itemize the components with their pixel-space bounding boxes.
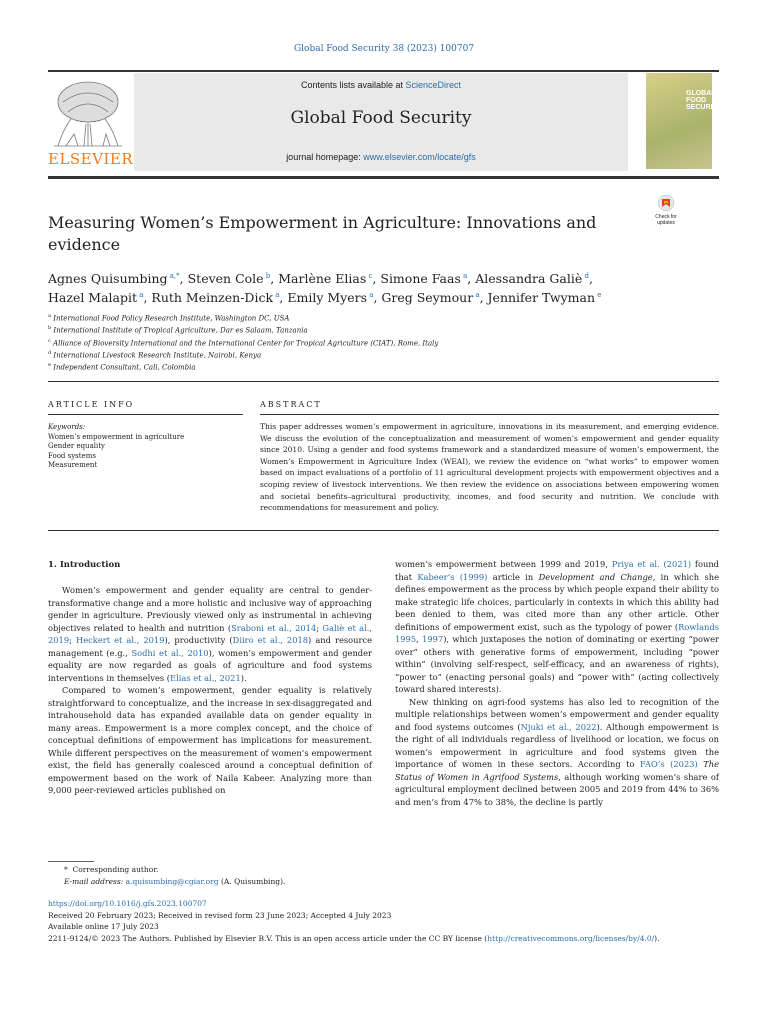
citation-link[interactable]: Galiè et al., 2019: [48, 622, 373, 645]
author-affiliation-marker[interactable]: d: [582, 272, 589, 280]
citation-link[interactable]: 1997: [422, 634, 444, 644]
citation-link[interactable]: Sraboni et al., 2014: [231, 622, 317, 633]
footnotes: [48, 864, 668, 888]
keyword-item: Measurement: [48, 461, 98, 469]
contents-prefix: Contents lists available at: [300, 80, 406, 90]
footnote-rule: [48, 861, 94, 862]
keywords-list: [48, 433, 243, 471]
masthead-rule: [48, 176, 719, 179]
contents-line: [134, 80, 628, 90]
author-name[interactable]: Greg Seymour: [381, 290, 474, 306]
available-online: Available online 17 July 2023: [48, 922, 159, 931]
keywords-block: [48, 423, 243, 471]
keywords-label: Keywords:: [48, 423, 86, 431]
article-info-rule: [48, 414, 243, 415]
body-column-right: [395, 558, 719, 808]
author-affiliation-marker[interactable]: a: [367, 291, 374, 300]
homepage-prefix: journal homepage:: [286, 152, 364, 162]
abstract-text: This paper addresses women’s empowerment in agriculture, innovations in its measurement, and emerging evidence. We discuss the evolution of the conceptualization and measurement of women’s empowerment and gender equality since 2010. Using a gender and food systems framework and a standardized measure of women’s empowerment, the Women’s Empowerment in Agriculture Index (WEAI), we review the evidence on “what works” to empower women based on impact evaluations of a portfolio of 11 agricultural development projects with empowerment objectives and a scoping review of livestock interventions. We then review the evidence on associations between empowering women and societal benefits–agricultural productivity, incomes, and food security and nutrition. We conclude with recommendations for measurement and policy.: [260, 422, 719, 513]
affiliation-item: $^c$ Alliance of Bioversity International and the International Center for Tropical Agriculture (CIAT), Rome, Italy: [48, 337, 439, 347]
section-heading-introduction: 1. Introduction: [48, 560, 121, 570]
keyword-item: Food systems: [48, 451, 96, 460]
publication-info: [48, 898, 728, 944]
header-rule: [48, 70, 719, 72]
corresponding-author-note: * Corresponding author.: [64, 865, 159, 874]
author-name[interactable]: Jennifer Twyman: [487, 290, 596, 306]
author-name[interactable]: Ruth Meinzen-Dick: [151, 290, 274, 306]
sciencedirect-link[interactable]: ScienceDirect: [405, 80, 462, 90]
homepage-line: [134, 152, 628, 162]
author-affiliation-marker[interactable]: a: [460, 272, 468, 280]
author-name[interactable]: Emily Myers: [287, 290, 368, 306]
journal-cover-image[interactable]: [646, 73, 722, 169]
paragraph: women’s empowerment between 1999 and 2019, Priya et al. (2021) found that Kabeer’s (1999) article in Development and Change, in which she defines empowerment as the process by which people expand their ability to make strategic life choices, particularly in contexts in which this ability had been denied to them, was cited more than any other article. Other definitions of empowerment exist, such as the typology of power (Rowlands 1995, 1997), which juxtaposes the notion of dominating or exerting “power over” others with generative forms of empowerment, including “power within” (involving self-respect, self-efficacy, and an awareness of rights), “power to” (enacting personal goals) and “power with” (acting collectively toward shared interests).: [395, 559, 720, 694]
author-affiliation-marker[interactable]: c: [366, 272, 373, 280]
elsevier-wordmark: ELSEVIER: [48, 150, 134, 168]
author-name[interactable]: Steven Cole: [187, 271, 264, 287]
paragraph: Women’s empowerment and gender equality are central to gender-transformative change and a more holistic and inclusive way of approaching gender in agriculture. Previously viewed only as instrumental in achieving objectives related to health and nutrition (Sraboni et al., 2014; Galiè et al., 2019; Heckert et al., 2019), productivity (Diiro et al., 2018) and resource management (e.g., Sodhi et al., 2010), women’s empowerment and gender equality are now regarded as goals of agriculture and food systems interventions in themselves (Elias et al., 2021).: [48, 585, 373, 683]
body-column-left: [48, 584, 372, 797]
journal-title: Global Food Security: [290, 108, 472, 128]
citation-link[interactable]: Heckert et al., 2019: [76, 635, 165, 645]
author-affiliation-marker[interactable]: a,*: [167, 272, 180, 280]
author-affiliation-marker[interactable]: a: [473, 291, 480, 300]
author-name[interactable]: Agnes Quisumbing: [48, 271, 168, 287]
article-title: Measuring Women’s Empowerment in Agriculture: Innovations and evidence: [48, 213, 597, 254]
abstract-bottom-rule: [48, 530, 719, 531]
author-list: Agnes Quisumbing $^{a,*}$, Steven Cole $^b$, Marlène Elias $^c$, Simone Faas $^a$, Alessandra Galiè $^d$, Hazel Malapit $^a$, Ruth Meinzen-Dick $^a$, Emily Myers $^a$, Greg Seymour $^a$, Jennifer Twyman $^e$: [48, 271, 602, 306]
citation-link[interactable]: Kabeer’s (1999): [417, 571, 488, 582]
affiliation-list: [48, 311, 648, 373]
email-link[interactable]: a.quisumbing@cgiar.org: [125, 877, 219, 886]
received-dates: Received 20 February 2023; Received in revised form 23 June 2023; Accepted 4 July 2023: [48, 910, 392, 920]
cover-title: GLOBAL FOOD SECURITY: [686, 90, 722, 111]
keyword-item: Gender equality: [48, 442, 105, 450]
check-for-updates-label: Check for updates: [655, 214, 677, 226]
email-note: E-mail address: a.quisumbing@cgiar.org (A. Quisumbing).: [64, 877, 286, 886]
citation-link[interactable]: Diiro et al., 2018: [232, 635, 309, 645]
author-name[interactable]: Alessandra Galiè: [475, 271, 583, 287]
divider-rule: [48, 381, 719, 382]
license-line: 2211-9124/© 2023 The Authors. Published by Elsevier B.V. This is an open access article under the CC BY license (http://creativecommons.org/licenses/by/4.0/).: [48, 933, 660, 943]
author-name[interactable]: Marlène Elias: [278, 271, 367, 287]
citation-link[interactable]: Rowlands 1995: [395, 621, 719, 644]
author-name[interactable]: Hazel Malapit: [48, 290, 138, 306]
citation-link[interactable]: FAO’s (2023): [639, 759, 698, 769]
license-link[interactable]: http://creativecommons.org/licenses/by/4.0/: [487, 933, 655, 943]
citation-link[interactable]: Elias et al., 2021: [170, 672, 241, 683]
author-affiliation-marker[interactable]: a: [137, 291, 144, 300]
journal-reference[interactable]: Global Food Security 38 (2023) 100707: [293, 44, 475, 54]
affiliation-item: $^b$ International Institute of Tropical Agriculture, Dar es Salaam, Tanzania: [48, 325, 308, 335]
affiliation-item: $^e$ Independent Consultant, Cali, Colombia: [48, 362, 196, 372]
paragraph: New thinking on agri-food systems has also led to recognition of the multiple relationships between women’s empowerment and gender equality and food systems outcomes (Njuki et al., 2022). Although empowerment is the right of all individuals regardless of livelihood or location, we focus on women’s empowerment in agriculture and food systems given the importance of women in these sectors. According to FAO’s (2023) The Status of Women in Agrifood Systems, although working women’s share of agricultural employment declined between 2005 and 2019 from 44% to 36% and men’s from 47% to 38%, the decline is partly: [395, 696, 719, 807]
paragraph: Compared to women’s empowerment, gender equality is relatively straightforward to conceptualize, and the increase in sex-disaggregated and intrahousehold data has expanded available data on gender equality in many areas. Empowerment is a more complex concept, and the choice of conceptual definitions of empowerment has implications for measurement. While different perspectives on the measurement of women’s empowerment exist, the field has generally coalesced around a conceptual definition of empowerment based on the work of Naila Kabeer. Analyzing more than 9,000 peer-reviewed articles published on: [48, 685, 372, 795]
article-info-heading: ARTICLE INFO: [48, 400, 135, 409]
affiliation-item: $^d$ International Livestock Research Institute, Nairobi, Kenya: [48, 349, 262, 360]
author-affiliation-marker[interactable]: e: [595, 291, 602, 300]
abstract-rule: [260, 414, 719, 415]
abstract-heading: ABSTRACT: [260, 400, 322, 409]
affiliation-item: $^a$ International Food Policy Research Institute, Washington DC, USA: [48, 313, 290, 323]
author-affiliation-marker[interactable]: a: [273, 291, 280, 300]
author-name[interactable]: Simone Faas: [380, 271, 461, 287]
citation-link[interactable]: Priya et al. (2021): [611, 559, 692, 569]
journal-homepage-link[interactable]: www.elsevier.com/locate/gfs: [363, 152, 476, 162]
author-affiliation-marker[interactable]: b: [263, 272, 271, 280]
citation-link[interactable]: Sodhi et al., 2010: [131, 647, 209, 658]
citation-link[interactable]: Njuki et al., 2022: [520, 721, 597, 732]
keyword-item: Women’s empowerment in agriculture: [48, 432, 185, 441]
doi-link[interactable]: https://doi.org/10.1016/j.gfs.2023.100707: [48, 899, 207, 908]
